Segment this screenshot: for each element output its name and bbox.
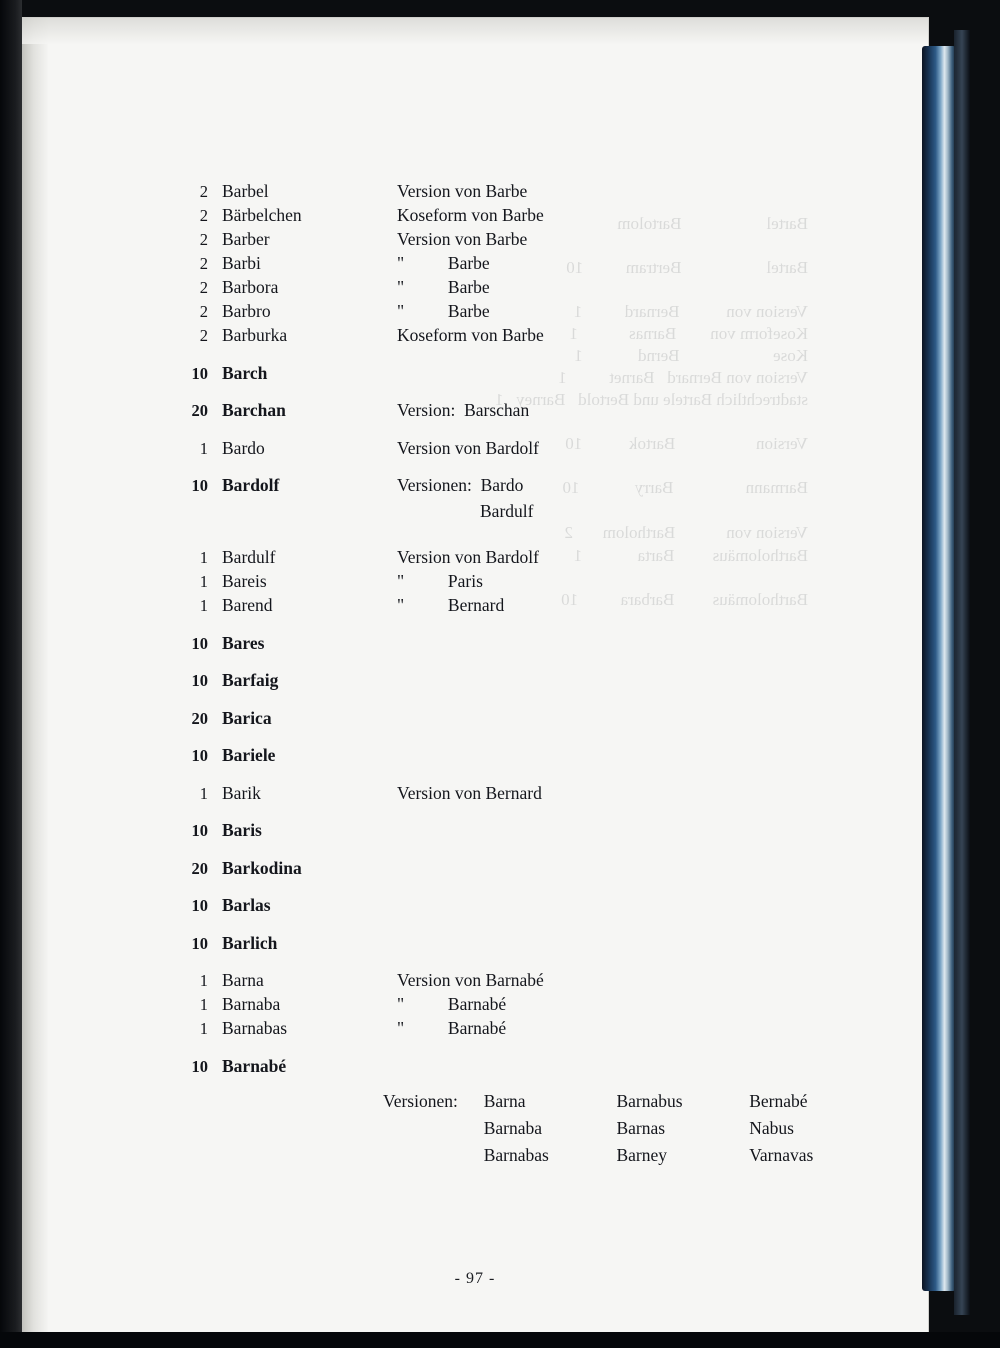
entry-name: Barbro bbox=[222, 301, 271, 321]
left-edge-shadow bbox=[0, 0, 22, 1348]
variant-name: Bernabé bbox=[749, 1091, 808, 1111]
entry-name: Barend bbox=[222, 595, 273, 615]
entry-note: Version von Barbe bbox=[397, 229, 528, 249]
entry-count: 1 bbox=[199, 572, 208, 591]
entry-count: 10 bbox=[191, 363, 208, 383]
entry-row bbox=[152, 362, 882, 383]
book-spine-edge bbox=[954, 30, 970, 1315]
entry-count: 2 bbox=[199, 182, 208, 201]
entry-count: 10 bbox=[191, 1056, 208, 1076]
entry-count: 20 bbox=[191, 858, 208, 878]
entry-name: Barlich bbox=[222, 932, 278, 953]
entry-count: 10 bbox=[191, 821, 208, 840]
entry-row bbox=[152, 1055, 882, 1076]
entry-name: Bardulf bbox=[222, 547, 276, 567]
entry-note: Version: Barschan bbox=[397, 400, 530, 420]
entry-row bbox=[152, 402, 882, 420]
entry-row bbox=[152, 672, 882, 690]
entry-list bbox=[152, 183, 882, 1172]
entry-name: Barkodina bbox=[222, 857, 302, 878]
entry-note: Version von Bardolf bbox=[397, 547, 539, 567]
entry-name: Barna bbox=[222, 970, 264, 990]
entry-note: " Barbe bbox=[397, 301, 490, 321]
page-number: - 97 - bbox=[454, 1270, 496, 1287]
entry-count: 10 bbox=[191, 896, 208, 915]
entry-note: Koseform von Barbe bbox=[397, 325, 544, 345]
bottom-edge-shadow bbox=[0, 1332, 1000, 1348]
entry-name: Bariele bbox=[222, 745, 276, 765]
entry-row bbox=[152, 207, 882, 225]
entry-name: Barnabé bbox=[222, 1055, 287, 1076]
entry-name: Barburka bbox=[222, 325, 288, 345]
entry-name: Barber bbox=[222, 229, 270, 249]
entry-row bbox=[152, 707, 882, 728]
entry-name: Barnabas bbox=[222, 1018, 288, 1038]
entry-count: 2 bbox=[199, 302, 208, 321]
entry-name: Barfaig bbox=[222, 670, 279, 690]
entry-count: 2 bbox=[199, 230, 208, 249]
entry-count: 10 bbox=[191, 476, 208, 495]
showthrough-line: Bartel Bartolom bbox=[617, 214, 808, 233]
showthrough-line: Version von Bernard Barnet 1 bbox=[558, 368, 808, 387]
entry-row bbox=[152, 279, 882, 297]
entry-name: Barlas bbox=[222, 895, 271, 915]
entry-row bbox=[152, 183, 882, 201]
entry-count: 2 bbox=[199, 206, 208, 225]
variant-name: Barney bbox=[616, 1145, 667, 1165]
entry-row bbox=[152, 782, 882, 803]
variant-name: Barnabas bbox=[483, 1145, 549, 1165]
variants-column bbox=[616, 1091, 749, 1172]
entry-row bbox=[152, 477, 882, 495]
entry-name: Barch bbox=[222, 362, 268, 383]
entry-note-continuation bbox=[152, 501, 882, 522]
variant-name: Barnaba bbox=[483, 1118, 542, 1138]
entry-count: 1 bbox=[199, 995, 208, 1014]
entry-count: 20 bbox=[191, 401, 208, 420]
book-spine bbox=[922, 46, 956, 1291]
entry-name: Barica bbox=[222, 707, 272, 728]
entry-row bbox=[152, 303, 882, 321]
entry-count: 2 bbox=[199, 326, 208, 345]
entry-row bbox=[152, 573, 882, 591]
entry-count: 10 bbox=[191, 933, 208, 953]
showthrough-line: Koseform von Barnas 1 bbox=[569, 324, 808, 343]
entry-name: Barik bbox=[222, 782, 261, 803]
entry-count: 10 bbox=[191, 746, 208, 765]
showthrough-line: Version von Bernard 1 bbox=[573, 302, 808, 321]
entry-count: 2 bbox=[199, 254, 208, 273]
entry-name: Barchan bbox=[222, 400, 286, 420]
entry-note: " Bernard bbox=[397, 595, 505, 615]
entry-name: Bardolf bbox=[222, 475, 280, 495]
entry-note: Koseform von Barbe bbox=[397, 205, 544, 225]
entry-note: " Barbe bbox=[397, 277, 490, 297]
entry-row bbox=[152, 437, 882, 458]
book-page bbox=[22, 18, 928, 1334]
entry-row bbox=[152, 255, 882, 273]
variants-block bbox=[383, 1091, 882, 1172]
entry-name: Bareis bbox=[222, 571, 267, 591]
entry-name: Baris bbox=[222, 820, 262, 840]
entry-note: " Barnabé bbox=[397, 994, 507, 1014]
entry-name: Barbel bbox=[222, 181, 269, 201]
entry-note: " Paris bbox=[397, 571, 483, 591]
entry-note: " Barnabé bbox=[397, 1018, 507, 1038]
showthrough-line: stadtrechtlich Bartele und Bertold Barney 1 bbox=[495, 390, 808, 409]
variants-column bbox=[749, 1091, 882, 1172]
showthrough-line: Kose Bernd 1 bbox=[574, 346, 808, 365]
showthrough-line: Bartel Bertram 10 bbox=[566, 258, 808, 277]
entry-row bbox=[152, 972, 882, 990]
entry-row bbox=[152, 822, 882, 840]
entry-count: 1 bbox=[199, 548, 208, 567]
showthrough-line: Barmann Barry 10 bbox=[562, 478, 808, 497]
entry-row bbox=[152, 996, 882, 1014]
showthrough-line: Version von Bartholom 2 bbox=[564, 523, 808, 542]
entry-count: 1 bbox=[199, 438, 208, 458]
entry-name: Barbora bbox=[222, 277, 279, 297]
variant-name: Nabus bbox=[749, 1118, 794, 1138]
entry-row bbox=[152, 932, 882, 953]
entry-row bbox=[152, 857, 882, 878]
entry-row bbox=[152, 231, 882, 249]
page-top-shadow bbox=[22, 18, 928, 44]
variant-name: Barna bbox=[483, 1091, 526, 1111]
entry-name: Bardo bbox=[222, 437, 265, 458]
entry-name: Barnaba bbox=[222, 994, 281, 1014]
showthrough-line: Bartholomäus Barta 1 bbox=[573, 546, 808, 565]
entry-count: 10 bbox=[191, 671, 208, 690]
entry-note: Version von Barnabé bbox=[397, 970, 544, 990]
showthrough-line: Bartholomäus Barbara 10 bbox=[561, 590, 808, 609]
page-gutter-shadow bbox=[22, 18, 48, 1334]
entry-count: 1 bbox=[199, 971, 208, 990]
entry-row bbox=[152, 632, 882, 653]
entry-name: Barbi bbox=[222, 253, 261, 273]
entry-note-line: Bardulf bbox=[480, 501, 534, 521]
entry-count: 1 bbox=[199, 596, 208, 615]
entry-row bbox=[152, 747, 882, 765]
entry-count: 10 bbox=[191, 633, 208, 653]
showthrough-line: Version Bartok 10 bbox=[565, 434, 808, 453]
entry-note: Versionen: Bardo bbox=[397, 475, 524, 495]
entry-name: Bärbelchen bbox=[222, 205, 302, 225]
entry-note: Version von Bernard bbox=[397, 782, 542, 803]
entry-count: 1 bbox=[199, 1019, 208, 1038]
entry-count: 1 bbox=[199, 783, 208, 803]
entry-row bbox=[152, 597, 882, 615]
entry-note: " Barbe bbox=[397, 253, 490, 273]
entry-row bbox=[152, 327, 882, 345]
variant-name: Barnas bbox=[616, 1118, 666, 1138]
entry-count: 20 bbox=[191, 708, 208, 728]
entry-row bbox=[152, 897, 882, 915]
variant-name: Varnavas bbox=[749, 1145, 814, 1165]
entry-note: Version von Bardolf bbox=[397, 437, 539, 458]
variants-label: Versionen: bbox=[383, 1091, 458, 1111]
entry-row bbox=[152, 549, 882, 567]
entry-row bbox=[152, 1020, 882, 1038]
entry-note: Version von Barbe bbox=[397, 181, 528, 201]
entry-name: Bares bbox=[222, 632, 265, 653]
variant-name: Barnabus bbox=[616, 1091, 683, 1111]
variants-column bbox=[484, 1091, 617, 1172]
entry-count: 2 bbox=[199, 278, 208, 297]
